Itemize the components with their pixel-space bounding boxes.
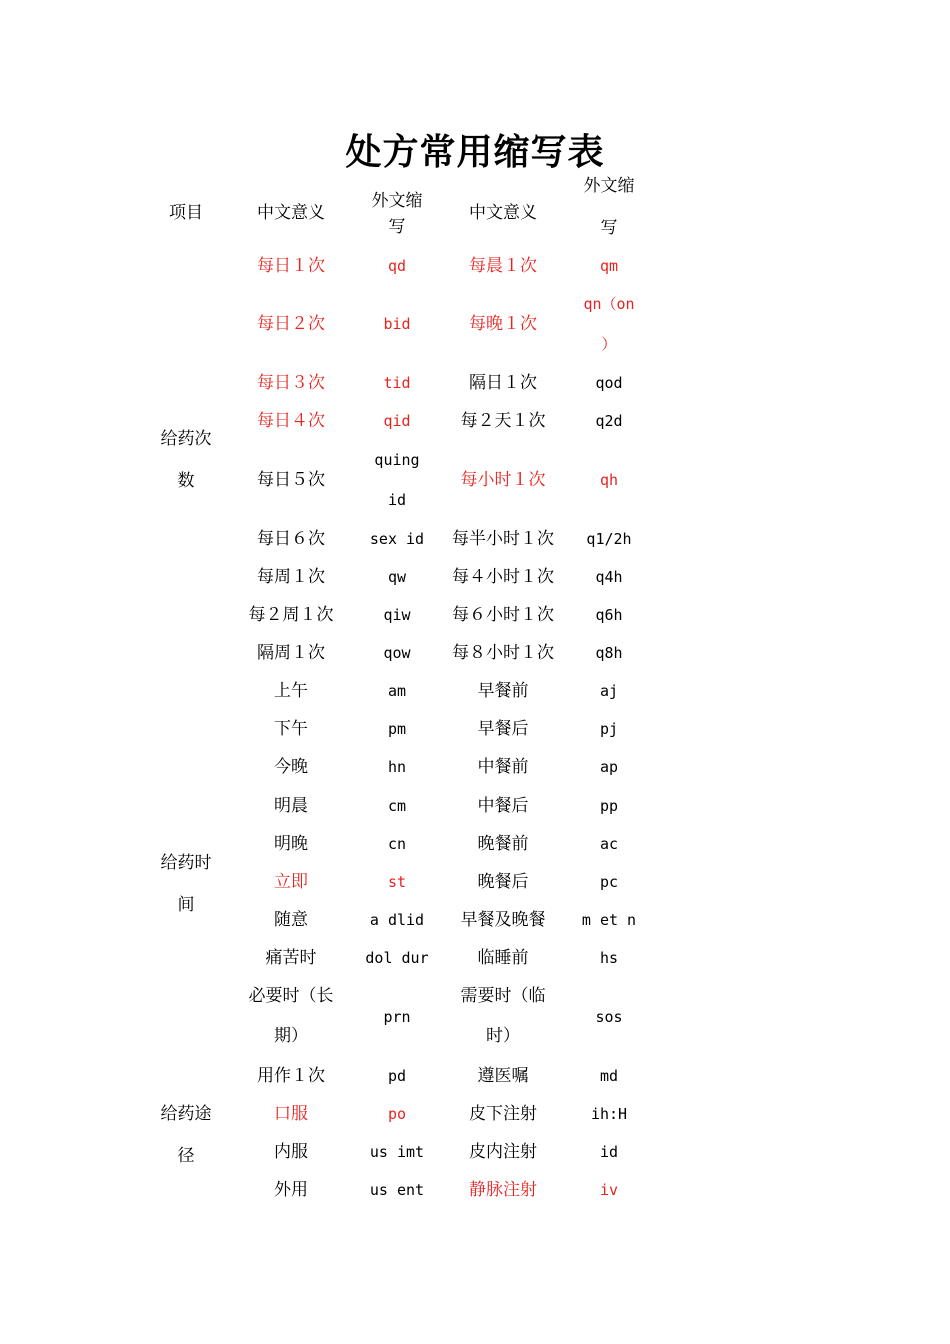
row-meaning-2: 皮下注射 bbox=[469, 1104, 537, 1124]
row-meaning-1: 隔周１次 bbox=[257, 643, 325, 663]
row-meaning-1: 下午 bbox=[274, 719, 308, 739]
row-abbr-2: pj bbox=[599, 720, 619, 738]
row-meaning-2-line2: 时） bbox=[486, 1026, 520, 1046]
row-meaning-1: 上午 bbox=[274, 681, 308, 701]
row-abbr-2: id bbox=[599, 1143, 619, 1161]
group-label-line1: 给药时 bbox=[160, 853, 212, 873]
row-abbr-1-line1: quing bbox=[374, 451, 420, 469]
row-abbr-1: bid bbox=[383, 315, 411, 333]
row-meaning-1-line2: 期） bbox=[274, 1026, 308, 1046]
header-abbr-2-line1: 外文缩 bbox=[583, 176, 635, 196]
row-meaning-2: 早餐前 bbox=[477, 681, 529, 701]
group-label-line2: 数 bbox=[177, 471, 195, 491]
row-abbr-2: q2d bbox=[595, 412, 623, 430]
header-meaning-1: 中文意义 bbox=[257, 203, 325, 223]
row-abbr-2-line1: qn（on bbox=[583, 295, 635, 313]
row-abbr-2: md bbox=[599, 1067, 619, 1085]
page-title: 处方常用缩写表 bbox=[345, 131, 605, 173]
row-abbr-2 bbox=[574, 284, 644, 364]
row-meaning-1 bbox=[240, 976, 342, 1056]
header-abbr-1 bbox=[362, 188, 432, 240]
row-abbr-1: dol dur bbox=[365, 949, 429, 967]
row-abbr-1: a dlid bbox=[369, 911, 425, 929]
row-abbr-1: hn bbox=[387, 758, 407, 776]
row-abbr-2: q4h bbox=[595, 568, 623, 586]
row-meaning-1: 外用 bbox=[274, 1180, 308, 1200]
row-meaning-1: 痛苦时 bbox=[265, 948, 317, 968]
group-label-line2: 径 bbox=[177, 1146, 195, 1166]
row-meaning-2: 每４小时１次 bbox=[452, 567, 554, 587]
row-meaning-1: 立即 bbox=[274, 872, 308, 892]
group-label-line1: 给药途 bbox=[160, 1104, 212, 1124]
row-meaning-1: 每日１次 bbox=[257, 256, 325, 276]
row-meaning-2: 每晚１次 bbox=[469, 314, 537, 334]
row-meaning-1: 每日３次 bbox=[257, 373, 325, 393]
row-meaning-2: 每６小时１次 bbox=[452, 605, 554, 625]
row-abbr-1: am bbox=[387, 682, 407, 700]
row-abbr-2: aj bbox=[599, 682, 619, 700]
row-meaning-1: 每２周１次 bbox=[248, 605, 334, 625]
row-meaning-2: 遵医嘱 bbox=[477, 1066, 529, 1086]
row-abbr-1-line2: id bbox=[387, 491, 407, 509]
header-meaning-2: 中文意义 bbox=[469, 203, 537, 223]
row-abbr-2: ap bbox=[599, 758, 619, 776]
row-abbr-2: ih:H bbox=[590, 1105, 628, 1123]
header-abbr-1-line1: 外文缩 bbox=[371, 191, 423, 211]
row-meaning-1: 每日２次 bbox=[257, 314, 325, 334]
row-meaning-1: 每周１次 bbox=[257, 567, 325, 587]
header-abbr-2 bbox=[574, 172, 644, 256]
row-abbr-1: prn bbox=[383, 1008, 411, 1026]
row-abbr-2: qod bbox=[595, 374, 623, 392]
group-label-line1: 给药次 bbox=[160, 429, 212, 449]
row-abbr-2: ac bbox=[599, 835, 619, 853]
row-meaning-1: 用作１次 bbox=[257, 1066, 325, 1086]
row-abbr-1: us imt bbox=[369, 1143, 425, 1161]
row-abbr-1: pm bbox=[387, 720, 407, 738]
row-abbr-1: tid bbox=[383, 374, 411, 392]
row-meaning-1: 今晚 bbox=[274, 757, 308, 777]
row-abbr-1: us ent bbox=[369, 1181, 425, 1199]
row-meaning-2: 每８小时１次 bbox=[452, 643, 554, 663]
row-meaning-2: 隔日１次 bbox=[469, 373, 537, 393]
row-abbr-2: pp bbox=[599, 797, 619, 815]
row-meaning-1: 口服 bbox=[274, 1104, 308, 1124]
row-meaning-2: 晚餐后 bbox=[477, 872, 529, 892]
row-abbr-2: hs bbox=[599, 949, 619, 967]
row-abbr-1: qiw bbox=[383, 606, 411, 624]
header-item: 项目 bbox=[169, 203, 203, 223]
row-meaning-1: 明晨 bbox=[274, 796, 308, 816]
row-abbr-1: cn bbox=[387, 835, 407, 853]
row-meaning-2: 每小时１次 bbox=[460, 470, 546, 490]
row-meaning-1: 每日６次 bbox=[257, 529, 325, 549]
header-abbr-2-line2: 写 bbox=[600, 218, 618, 238]
row-meaning-2: 每晨１次 bbox=[469, 256, 537, 276]
header-abbr-1-line2: 写 bbox=[388, 217, 406, 237]
row-abbr-1: cm bbox=[387, 797, 407, 815]
row-meaning-1: 随意 bbox=[274, 910, 308, 930]
row-abbr-2: iv bbox=[599, 1181, 619, 1199]
row-abbr-1: qd bbox=[387, 257, 407, 275]
row-meaning-2-line1: 需要时（临 bbox=[460, 986, 546, 1006]
row-abbr-2: m et n bbox=[581, 911, 637, 929]
row-abbr-2: qm bbox=[599, 257, 619, 275]
row-abbr-2: pc bbox=[599, 873, 619, 891]
row-abbr-1 bbox=[362, 440, 432, 520]
group-label-frequency bbox=[155, 418, 217, 502]
row-abbr-2-line2: ） bbox=[601, 335, 617, 353]
row-meaning-2: 晚餐前 bbox=[477, 834, 529, 854]
row-meaning-2: 每２天１次 bbox=[460, 411, 546, 431]
row-abbr-2: q6h bbox=[595, 606, 623, 624]
row-abbr-2: q8h bbox=[595, 644, 623, 662]
row-abbr-1: sex id bbox=[369, 530, 425, 548]
row-meaning-2: 静脉注射 bbox=[469, 1180, 537, 1200]
group-label-route bbox=[155, 1093, 217, 1177]
row-meaning-2: 临睡前 bbox=[477, 948, 529, 968]
row-abbr-2: sos bbox=[595, 1008, 623, 1026]
row-meaning-1: 每日４次 bbox=[257, 411, 325, 431]
row-meaning-2: 中餐前 bbox=[477, 757, 529, 777]
row-meaning-2: 每半小时１次 bbox=[452, 529, 554, 549]
row-meaning-2 bbox=[448, 976, 558, 1056]
row-meaning-1-line1: 必要时（长 bbox=[248, 986, 334, 1006]
row-abbr-2: q1/2h bbox=[586, 530, 632, 548]
row-abbr-1: qw bbox=[387, 568, 407, 586]
group-label-timing bbox=[155, 842, 217, 926]
group-label-line2: 间 bbox=[177, 895, 195, 915]
row-meaning-2: 中餐后 bbox=[477, 796, 529, 816]
row-meaning-2: 皮内注射 bbox=[469, 1142, 537, 1162]
row-abbr-1: st bbox=[387, 873, 407, 891]
row-abbr-1: pd bbox=[387, 1067, 407, 1085]
row-meaning-2: 早餐后 bbox=[477, 719, 529, 739]
row-abbr-1: po bbox=[387, 1105, 407, 1123]
row-abbr-1: qow bbox=[383, 644, 411, 662]
row-meaning-1: 明晚 bbox=[274, 834, 308, 854]
row-meaning-2: 早餐及晚餐 bbox=[460, 910, 546, 930]
row-meaning-1: 每日５次 bbox=[257, 470, 325, 490]
row-abbr-1: qid bbox=[383, 412, 411, 430]
row-abbr-2: qh bbox=[599, 471, 619, 489]
row-meaning-1: 内服 bbox=[274, 1142, 308, 1162]
